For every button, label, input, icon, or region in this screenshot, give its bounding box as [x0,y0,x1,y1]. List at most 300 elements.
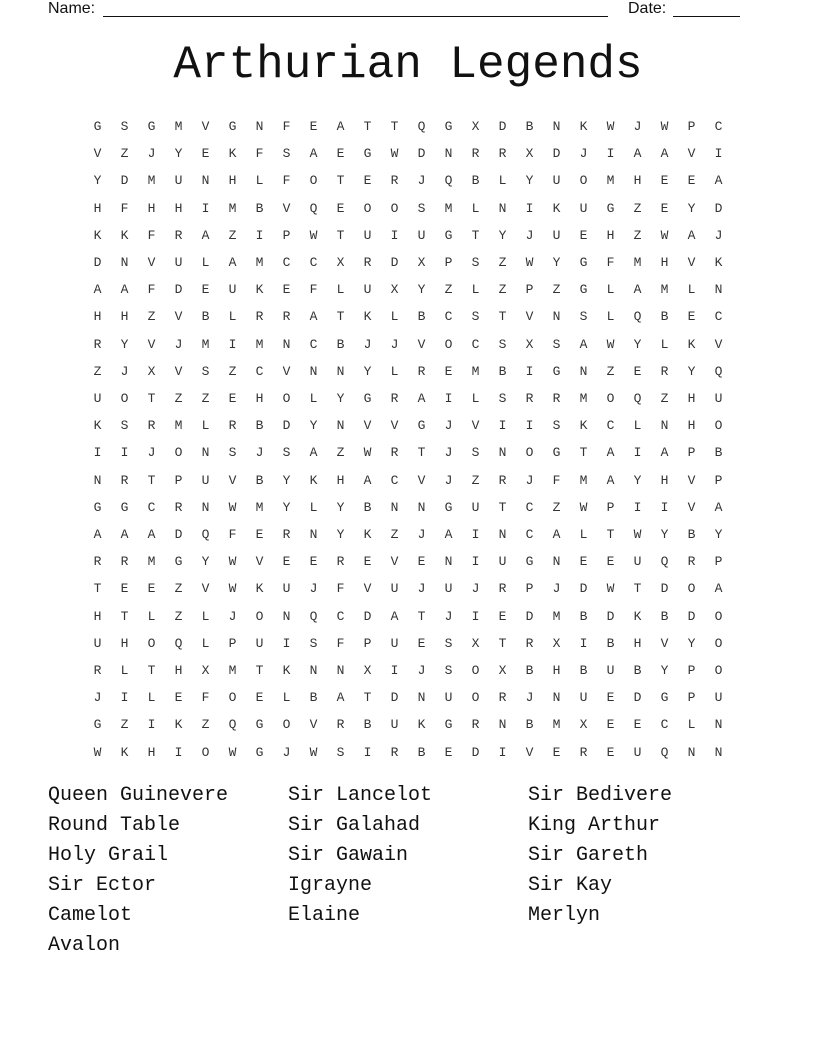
grid-letter: Y [120,336,129,352]
grid-letter: Z [120,146,129,162]
grid-letter: K [579,119,588,134]
grid-letter: B [309,690,318,706]
grid-letter: Y [201,554,210,570]
grid-letter: H [687,391,696,406]
grid-letter: C [714,309,723,325]
grid-letter: H [93,309,102,325]
grid-letter: D [552,146,561,162]
grid-letter: U [633,744,642,760]
grid-letter: Y [525,173,534,189]
grid-letter: A [120,282,129,298]
grid-letter: F [201,690,210,706]
grid-letter: H [606,227,615,243]
grid-letter: H [255,391,264,406]
grid-letter: R [498,472,507,488]
grid-letter: K [93,227,102,243]
grid-letter: I [498,744,507,760]
grid-letter: Z [552,282,561,298]
grid-letter: U [714,391,723,406]
grid-letter: R [498,146,507,162]
grid-letter: S [552,336,561,352]
grid-letter: F [282,173,291,189]
grid-letter: T [633,581,642,597]
grid-letter: O [444,336,453,352]
grid-letter: T [336,309,345,325]
grid-letter: Y [714,527,723,542]
grid-letter: S [498,391,507,406]
grid-letter: M [471,363,480,379]
grid-letter: J [444,445,453,461]
grid-letter: C [660,717,669,733]
grid-letter: B [417,744,426,760]
grid-letter: U [579,690,588,706]
grid-letter: X [390,282,399,298]
grid-letter: H [633,173,642,189]
grid-letter: A [390,608,399,624]
grid-row [84,630,732,657]
grid-letter: Z [147,309,156,325]
grid-letter: C [336,608,345,624]
grid-letter: S [201,363,210,379]
grid-letter: N [309,363,318,379]
grid-letter: G [660,690,669,706]
grid-letter: I [471,608,480,624]
grid-letter: Y [282,472,291,488]
grid-letter: N [417,499,426,515]
grid-letter: H [93,608,102,624]
grid-letter: M [201,336,210,352]
grid-letter: R [390,744,399,760]
grid-letter: E [120,581,129,597]
grid-letter: M [255,255,264,270]
grid-letter: S [552,418,561,434]
grid-letter: A [309,445,318,461]
grid-letter: P [687,119,696,134]
grid-letter: L [606,309,615,325]
grid-letter: A [579,336,588,352]
grid-letter: A [93,527,102,542]
grid-row [84,331,732,358]
grid-letter: Z [336,445,345,461]
grid-row [84,439,732,466]
grid-letter: N [444,146,453,162]
grid-letter: D [579,581,588,597]
grid-letter: G [147,119,156,134]
grid-letter: J [417,527,426,542]
grid-letter: U [363,282,372,298]
grid-letter: B [660,608,669,624]
grid-letter: V [525,744,534,760]
grid-letter: R [228,418,237,434]
grid-letter: E [660,200,669,216]
grid-letter: C [309,336,318,352]
grid-letter: W [309,744,318,760]
grid-letter: A [309,309,318,325]
grid-letter: Z [174,391,183,406]
grid-letter: K [255,282,264,298]
grid-letter: I [471,554,480,570]
grid-letter: D [633,690,642,706]
grid-letter: N [309,527,318,542]
grid-letter: O [471,690,480,706]
grid-letter: V [687,146,696,162]
grid-letter: O [255,608,264,624]
grid-letter: N [579,363,588,379]
grid-letter: E [552,744,561,760]
grid-letter: U [606,663,615,678]
grid-letter: X [471,635,480,651]
grid-letter: T [498,635,507,651]
grid-letter: N [390,499,399,515]
grid-letter: I [228,336,237,352]
grid-letter: C [525,527,534,542]
grid-letter: L [201,635,210,651]
grid-row [84,303,732,330]
grid-letter: N [552,554,561,570]
grid-letter: O [120,391,129,406]
grid-letter: E [363,554,372,570]
grid-letter: Y [498,227,507,243]
grid-letter: W [606,119,615,134]
grid-letter: L [336,282,345,298]
grid-letter: I [498,418,507,434]
grid-letter: Z [174,608,183,624]
grid-letter: S [579,309,588,325]
grid-letter: L [471,200,480,216]
grid-letter: V [147,255,156,270]
grid-letter: J [525,472,534,488]
grid-letter: A [120,527,129,542]
grid-letter: G [417,418,426,434]
grid-letter: L [606,282,615,298]
grid-letter: R [390,173,399,189]
grid-letter: R [552,391,561,406]
grid-letter: F [255,146,264,162]
grid-letter: B [498,363,507,379]
word-list-item: Sir Gareth [528,844,649,867]
grid-letter: X [147,363,156,379]
grid-letter: G [255,744,264,760]
grid-letter: Y [552,255,561,270]
grid-letter: H [120,309,129,325]
grid-letter: X [552,635,561,651]
grid-letter: Q [309,200,318,216]
grid-letter: S [336,744,345,760]
grid-letter: V [471,418,480,434]
grid-letter: I [390,227,399,243]
grid-letter: Q [660,554,669,570]
grid-letter: X [363,663,372,678]
grid-letter: N [201,173,210,189]
grid-letter: I [525,363,534,379]
grid-letter: E [606,554,615,570]
grid-row [84,548,732,575]
grid-letter: N [201,445,210,461]
grid-letter: Z [201,717,210,733]
grid-letter: K [120,227,129,243]
grid-letter: Y [309,418,318,434]
grid-letter: L [201,418,210,434]
grid-letter: B [336,336,345,352]
grid-letter: F [309,282,318,298]
grid-row [84,494,732,521]
grid-letter: V [201,581,210,597]
grid-letter: K [417,717,426,733]
grid-letter: X [201,663,210,678]
grid-letter: E [444,363,453,379]
grid-letter: W [309,227,318,243]
grid-letter: E [174,690,183,706]
grid-letter: W [93,744,102,760]
grid-letter: U [201,472,210,488]
grid-letter: N [309,663,318,678]
grid-letter: O [714,635,723,651]
grid-letter: J [282,744,291,760]
grid-letter: J [471,581,480,597]
grid-letter: A [228,255,237,270]
grid-letter: R [498,581,507,597]
grid-letter: T [93,581,102,597]
grid-letter: X [525,146,534,162]
grid-letter: H [660,255,669,270]
grid-letter: O [714,663,723,678]
grid-letter: P [525,282,534,298]
grid-letter: K [687,336,696,352]
grid-letter: R [525,635,534,651]
grid-letter: D [390,255,399,270]
grid-letter: F [228,527,237,542]
grid-letter: O [147,635,156,651]
grid-letter: I [633,499,642,515]
grid-letter: U [633,554,642,570]
grid-letter: E [687,309,696,325]
grid-letter: Y [336,391,345,406]
grid-letter: G [444,499,453,515]
grid-letter: J [525,227,534,243]
grid-letter: W [633,527,642,542]
grid-letter: I [282,635,291,651]
grid-letter: G [444,227,453,243]
grid-letter: N [120,255,129,270]
grid-letter: M [174,119,183,134]
grid-letter: W [228,499,237,515]
grid-letter: V [282,363,291,379]
grid-letter: J [633,119,642,134]
grid-letter: W [228,554,237,570]
grid-letter: E [201,282,210,298]
grid-letter: V [363,581,372,597]
grid-letter: E [336,200,345,216]
grid-letter: R [120,554,129,570]
grid-letter: Z [498,282,507,298]
grid-letter: F [606,255,615,270]
word-list-item: Avalon [48,934,121,957]
grid-letter: H [147,744,156,760]
grid-letter: J [363,336,372,352]
grid-letter: I [633,445,642,461]
grid-letter: K [579,418,588,434]
grid-letter: R [336,717,345,733]
grid-letter: C [390,472,399,488]
grid-letter: B [606,635,615,651]
grid-letter: W [579,499,588,515]
grid-letter: B [579,608,588,624]
grid-letter: C [255,363,264,379]
grid-letter: J [93,690,102,706]
grid-letter: O [228,690,237,706]
grid-letter: Q [201,527,210,542]
grid-letter: U [390,635,399,651]
grid-letter: D [498,119,507,134]
grid-letter: F [147,282,156,298]
puzzle-title: Arthurian Legends [173,39,643,91]
grid-letter: N [552,309,561,325]
grid-letter: W [606,336,615,352]
grid-letter: E [606,717,615,733]
grid-letter: W [228,581,237,597]
grid-letter: N [660,418,669,434]
grid-letter: V [390,554,399,570]
grid-letter: D [471,744,480,760]
grid-letter: A [336,690,345,706]
grid-row [84,575,732,602]
grid-letter: Y [660,527,669,542]
grid-letter: B [687,527,696,542]
grid-letter: U [714,690,723,706]
grid-letter: O [579,173,588,189]
grid-letter: V [417,336,426,352]
grid-letter: H [228,173,237,189]
grid-letter: X [498,663,507,678]
grid-letter: A [552,527,561,542]
grid-letter: K [714,255,723,270]
grid-letter: V [228,472,237,488]
grid-letter: Q [309,608,318,624]
grid-letter: E [579,227,588,243]
grid-letter: J [255,445,264,461]
grid-letter: Y [633,336,642,352]
grid-row [84,684,732,711]
grid-letter: G [552,445,561,461]
grid-letter: D [417,146,426,162]
grid-letter: A [417,391,426,406]
grid-letter: P [444,255,453,270]
grid-letter: E [309,119,318,134]
grid-letter: A [714,581,723,597]
grid-letter: R [579,744,588,760]
grid-letter: V [282,200,291,216]
grid-letter: O [390,200,399,216]
grid-letter: K [255,581,264,597]
grid-letter: F [336,581,345,597]
grid-letter: W [606,581,615,597]
grid-letter: B [525,717,534,733]
grid-letter: V [93,146,102,162]
grid-letter: J [228,608,237,624]
grid-letter: C [309,255,318,270]
grid-letter: T [363,119,372,134]
grid-letter: E [282,282,291,298]
grid-letter: N [498,527,507,542]
grid-letter: E [660,173,669,189]
grid-letter: U [255,635,264,651]
grid-letter: J [714,227,723,243]
grid-letter: B [633,663,642,678]
grid-letter: M [633,255,642,270]
grid-letter: U [444,581,453,597]
grid-letter: U [498,554,507,570]
grid-letter: A [633,146,642,162]
grid-letter: S [444,635,453,651]
grid-letter: N [552,119,561,134]
grid-letter: L [687,717,696,733]
word-list-item: Sir Bedivere [528,784,673,807]
grid-letter: Z [444,282,453,298]
grid-letter: R [93,554,102,570]
grid-letter: T [390,119,399,134]
grid-letter: F [336,635,345,651]
grid-letter: N [336,418,345,434]
grid-row [84,140,732,167]
grid-letter: Z [552,499,561,515]
grid-letter: L [471,391,480,406]
grid-letter: Q [714,363,723,379]
grid-letter: A [93,282,102,298]
grid-letter: X [525,336,534,352]
grid-letter: S [444,663,453,678]
grid-letter: T [147,663,156,678]
grid-letter: L [201,608,210,624]
grid-letter: J [147,146,156,162]
grid-letter: A [309,146,318,162]
grid-letter: L [282,690,291,706]
grid-letter: Z [174,581,183,597]
grid-letter: P [687,690,696,706]
grid-letter: H [633,635,642,651]
grid-letter: J [525,690,534,706]
grid-letter: J [444,418,453,434]
grid-letter: T [417,445,426,461]
grid-letter: N [714,282,723,298]
grid-letter: I [255,227,264,243]
grid-row [84,385,732,412]
grid-letter: V [363,418,372,434]
grid-letter: T [471,227,480,243]
grid-letter: P [606,499,615,515]
grid-letter: Z [633,227,642,243]
grid-letter: O [525,445,534,461]
grid-letter: E [417,635,426,651]
grid-letter: R [417,363,426,379]
grid-letter: T [336,173,345,189]
grid-letter: I [714,146,723,162]
grid-letter: E [201,146,210,162]
grid-letter: J [444,608,453,624]
grid-letter: B [255,200,264,216]
grid-letter: I [471,527,480,542]
grid-letter: I [579,635,588,651]
grid-letter: L [147,608,156,624]
grid-letter: W [228,744,237,760]
grid-letter: X [417,255,426,270]
grid-letter: J [417,663,426,678]
grid-letter: I [525,418,534,434]
word-list-item: Igrayne [288,874,373,897]
grid-letter: A [687,227,696,243]
grid-letter: A [606,472,615,488]
grid-letter: S [498,336,507,352]
grid-letter: Y [93,173,102,189]
